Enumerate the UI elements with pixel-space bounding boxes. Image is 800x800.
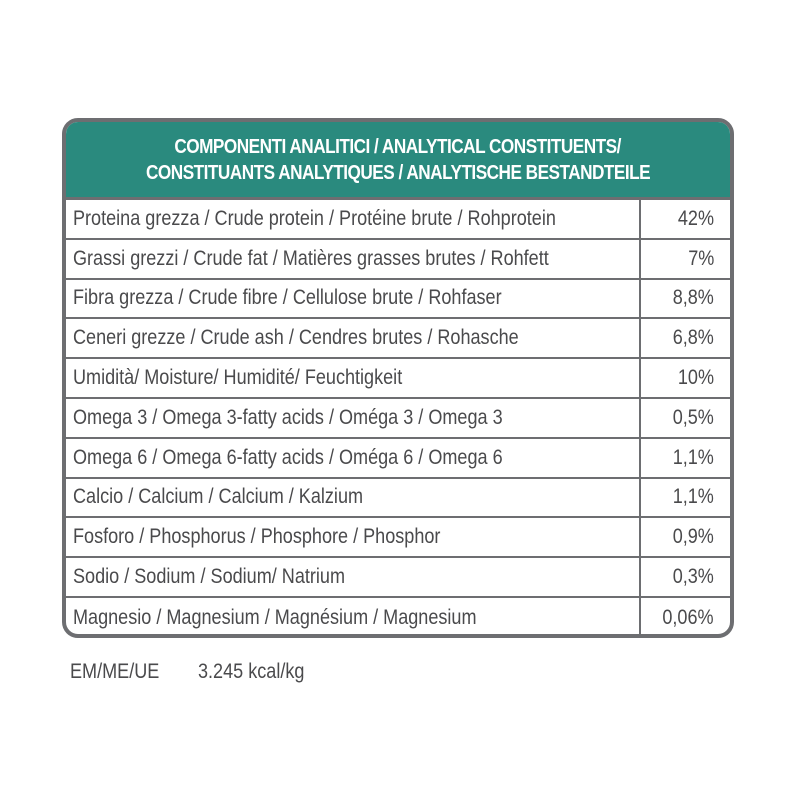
energy-line (70, 660, 322, 684)
row-value: 6,8% (672, 326, 714, 350)
row-label: Calcio / Calcium / Calcium / Kalzium (73, 485, 364, 509)
table-row (66, 280, 730, 320)
row-label-cell (66, 479, 641, 517)
row-label: Fibra grezza / Crude fibre / Cellulose brute / Rohfaser (73, 286, 502, 310)
energy-label: EM/ME/UE (70, 660, 160, 683)
analytical-constituents-table (62, 118, 734, 638)
table-header-line-2: CONSTITUANTS ANALYTIQUES / ANALYTISCHE BESTANDTEILE (145, 161, 651, 184)
row-label-cell (66, 240, 641, 278)
row-value: 1,1% (672, 485, 714, 509)
row-value: 0,9% (672, 525, 714, 549)
row-value: 42% (677, 206, 714, 230)
row-value-cell (641, 280, 730, 318)
table-header-line-1: COMPONENTI ANALITICI / ANALYTICAL CONSTITUENTS/ (174, 135, 622, 158)
table-row (66, 359, 730, 399)
row-label: Sodio / Sodium / Sodium/ Natrium (73, 565, 346, 589)
row-value-cell (641, 479, 730, 517)
table-row (66, 558, 730, 598)
row-value-cell (641, 200, 730, 238)
row-value-cell (641, 240, 730, 278)
row-value: 0,5% (672, 405, 714, 429)
row-label-cell (66, 200, 641, 238)
row-label: Grassi grezzi / Crude fat / Matières grasses brutes / Rohfett (73, 246, 549, 270)
row-label-cell (66, 518, 641, 556)
row-value-cell (641, 518, 730, 556)
table-row (66, 200, 730, 240)
table-row (66, 319, 730, 359)
row-label-cell (66, 280, 641, 318)
row-label: Proteina grezza / Crude protein / Protéine brute / Rohprotein (73, 206, 556, 230)
row-label-cell (66, 319, 641, 357)
row-label: Magnesio / Magnesium / Magnésium / Magnesium (73, 605, 477, 629)
row-label: Omega 3 / Omega 3-fatty acids / Oméga 3 / Omega 3 (73, 405, 503, 429)
row-label-cell (66, 558, 641, 596)
table-row (66, 399, 730, 439)
row-value: 0,3% (672, 565, 714, 589)
table-row (66, 439, 730, 479)
table-row (66, 479, 730, 519)
row-value: 8,8% (672, 286, 714, 310)
row-label: Umidità/ Moisture/ Humidité/ Feuchtigkeit (73, 366, 403, 390)
row-value-cell (641, 439, 730, 477)
row-value: 0,06% (662, 605, 714, 629)
row-value: 7% (687, 246, 714, 270)
row-value: 1,1% (672, 445, 714, 469)
table-row (66, 598, 730, 638)
row-value-cell (641, 598, 730, 638)
table-body (66, 200, 730, 638)
row-value-cell (641, 399, 730, 437)
table-row (66, 240, 730, 280)
table-row (66, 518, 730, 558)
row-label-cell (66, 399, 641, 437)
row-value-cell (641, 558, 730, 596)
row-value-cell (641, 319, 730, 357)
row-label: Ceneri grezze / Crude ash / Cendres brutes / Rohasche (73, 326, 519, 350)
row-value: 10% (677, 366, 714, 390)
table-header (66, 122, 730, 200)
row-label: Fosforo / Phosphorus / Phosphore / Phosphor (73, 525, 441, 549)
energy-value: 3.245 kcal/kg (197, 660, 305, 683)
row-label-cell (66, 359, 641, 397)
row-value-cell (641, 359, 730, 397)
row-label-cell (66, 598, 641, 638)
row-label: Omega 6 / Omega 6-fatty acids / Oméga 6 / Omega 6 (73, 445, 503, 469)
row-label-cell (66, 439, 641, 477)
